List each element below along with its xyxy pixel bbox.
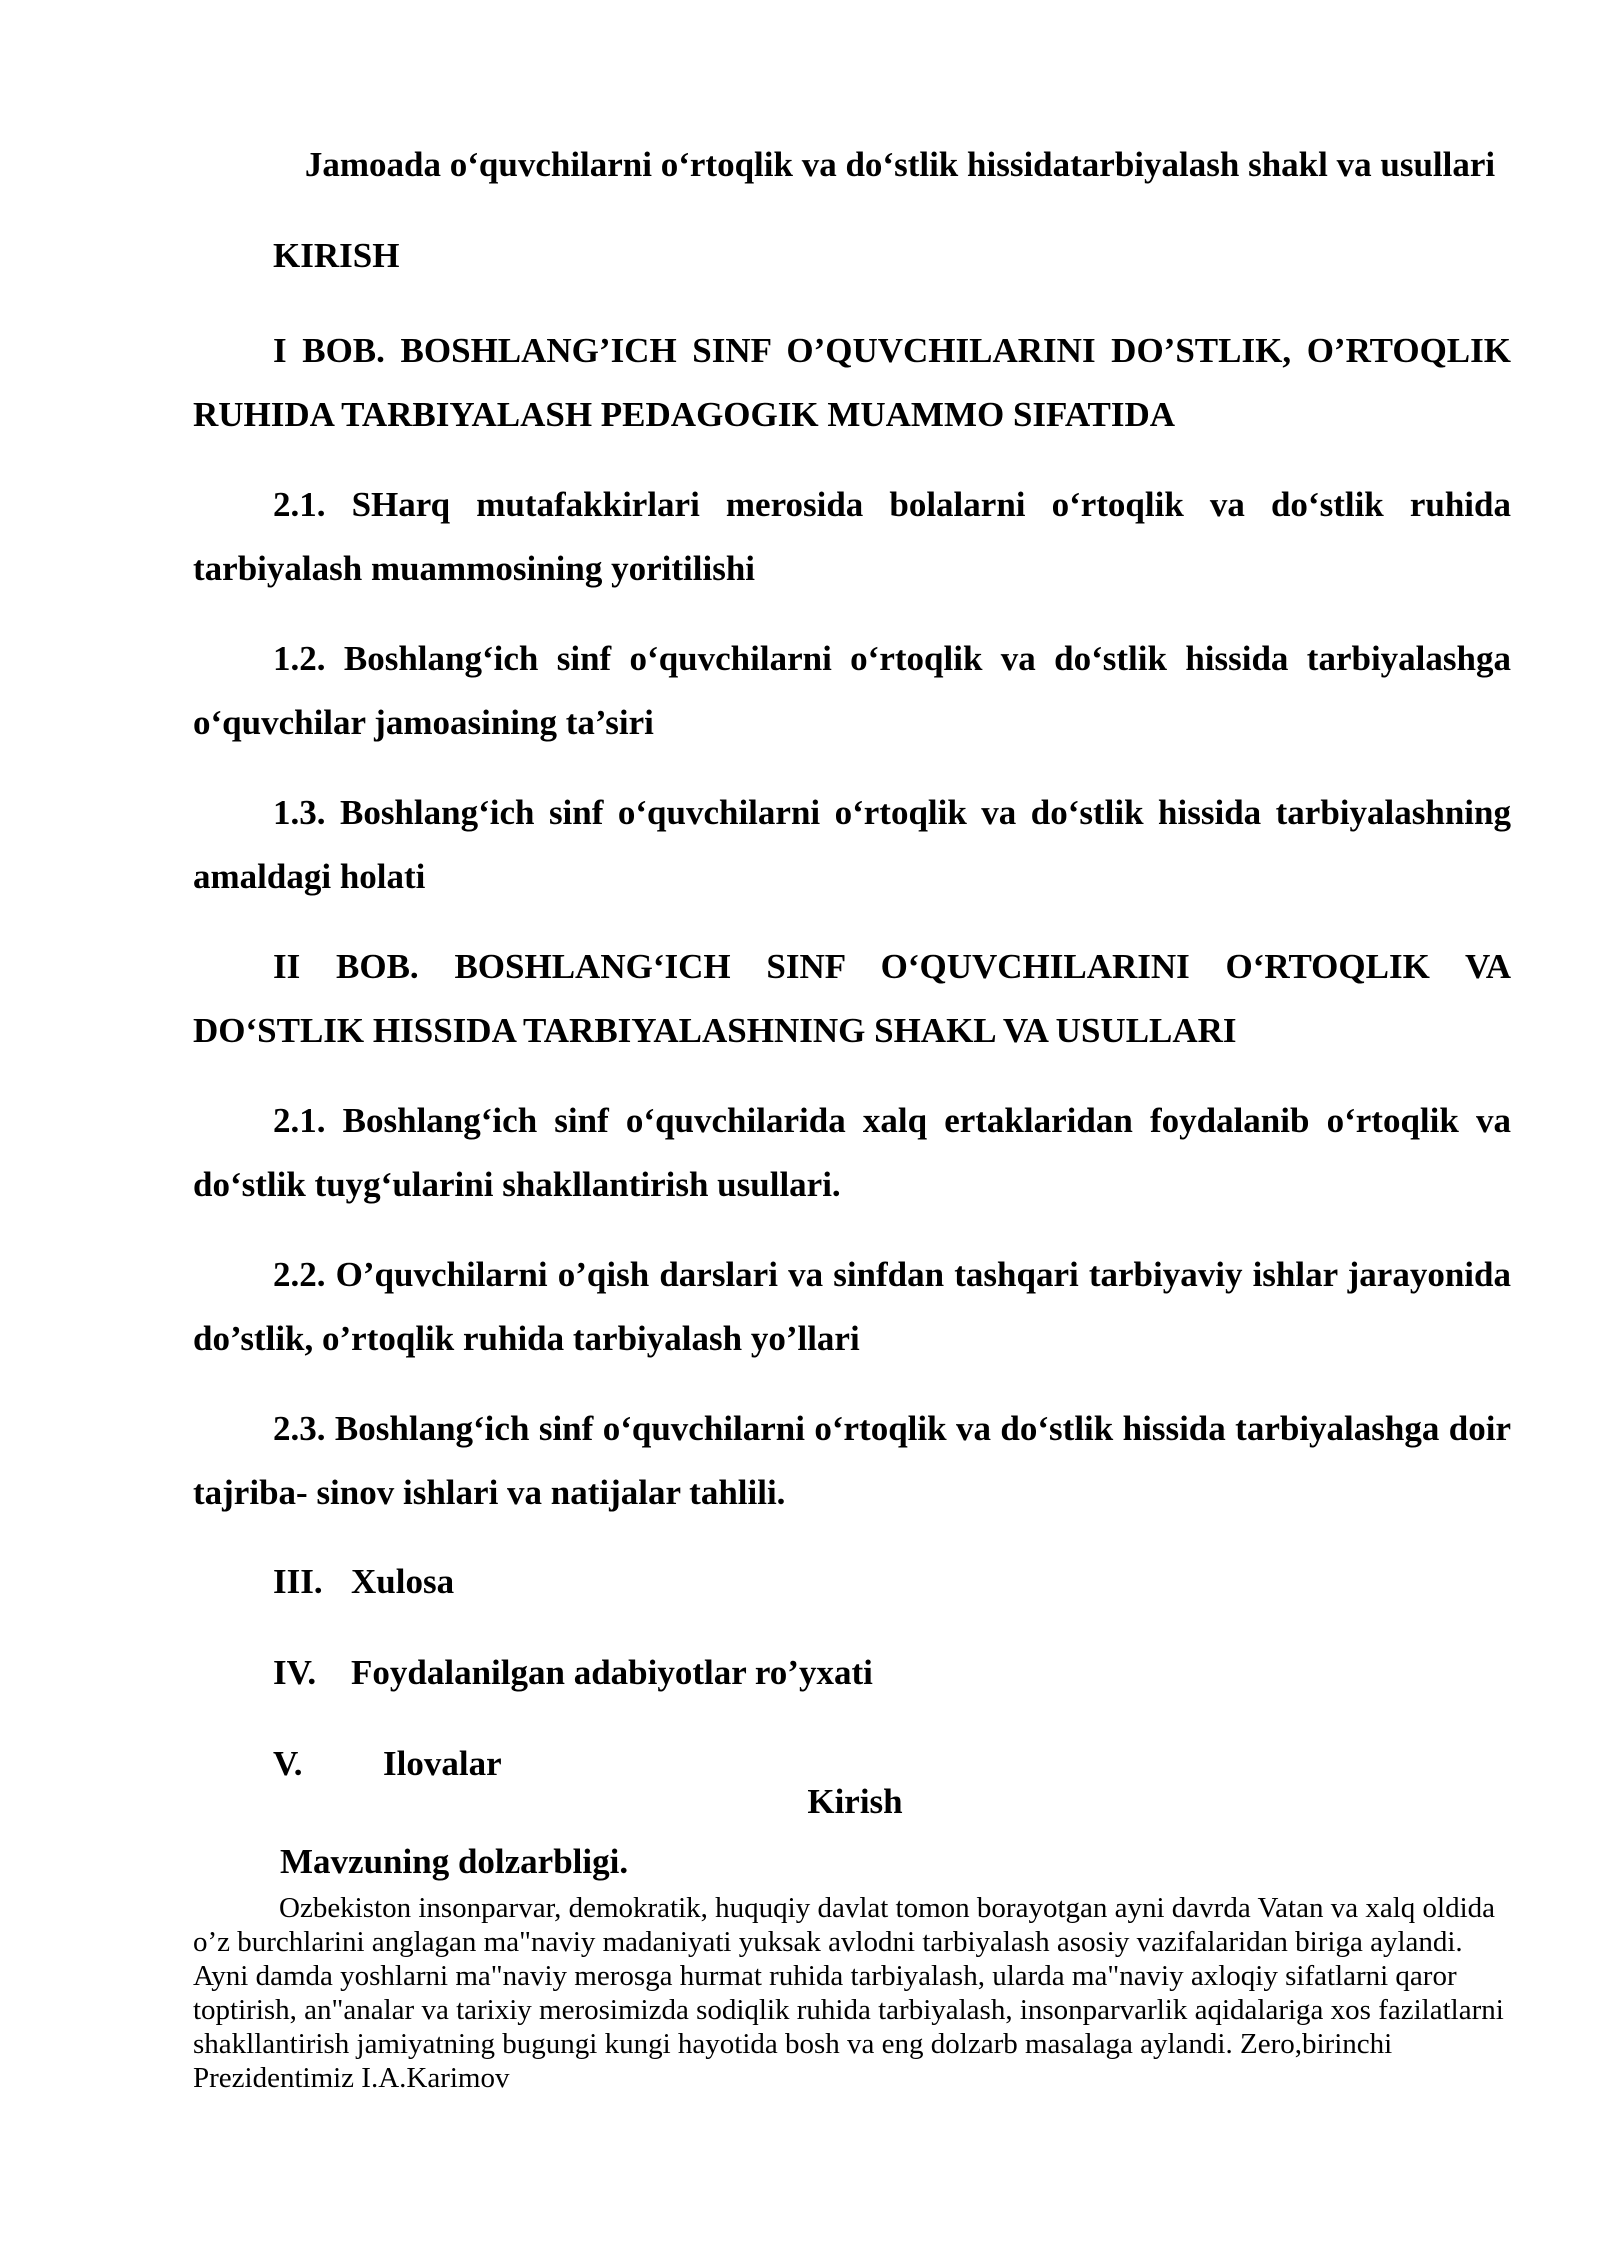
toc-kirish-heading: KIRISH xyxy=(273,236,400,275)
toc-number: IV. xyxy=(273,1653,317,1692)
toc-item-1-1: 2.1. SHarq mutafakkirlari merosida bolalarni o‘rtoqlik va do‘stlik ruhida tarbiyalash muammosining yoritilishi xyxy=(193,485,1511,588)
document-title: Jamoada o‘quvchilarni o‘rtoqlik va do‘stlik hissidatarbiyalash shakl va usullari xyxy=(304,145,1496,184)
toc-item-2-2: 2.2. O’quvchilarni o’qish darslari va sinfdan tashqari tarbiyaviy ishlar jarayonida do’stlik, o’rtoqlik ruhida tarbiyalash yo’llari xyxy=(193,1255,1511,1358)
body-paragraph: Ozbekiston insonparvar, demokratik, huquqiy davlat tomon borayotgan ayni davrda Vatan va xalq oldida o’z burchlarini anglagan ma"naviy madaniyati yuksak avlodni tarbiyalash asosiy vazifalaridan biriga aylandi. Ayni damda yoshlarni ma"naviy merosga hurmat ruhida tarbiyalash, ularda ma"naviy axloqiy sifatlarni qaror toptirish, an"analar va tarixiy merosimizda sodiqlik ruhida tarbiyalash, insonparvarlik aqidalariga xos fazilatlarni shakllantirish jamiyatning bugungi kungi hayotida bosh va eng dolzarb masalaga aylandi. Zero,birinchi Prezidentimiz I.A.Karimov xyxy=(193,1892,1504,2094)
section-subheading: Mavzuning dolzarbligi. xyxy=(280,1842,629,1881)
toc-chapter-2: II BOB. BOSHLANG‘ICH SINF O‘QUVCHILARINI O‘RTOQLIK VA DO‘STLIK HISSIDA TARBIYALASHNING SHAKL VA USULLARI xyxy=(193,947,1511,1050)
section-title: Kirish xyxy=(807,1782,903,1821)
toc-label: Xulosa xyxy=(351,1562,455,1601)
toc-number: V. xyxy=(273,1744,303,1783)
toc-label: Ilovalar xyxy=(383,1744,502,1783)
toc-item-2-1: 2.1. Boshlang‘ich sinf o‘quvchilarida xalq ertaklaridan foydalanib o‘rtoqlik va do‘stlik tuyg‘ularini shakllantirish usullari. xyxy=(193,1101,1511,1204)
toc-item-1-3: 1.3. Boshlang‘ich sinf o‘quvchilarni o‘rtoqlik va do‘stlik hissida tarbiyalashning amaldagi holati xyxy=(193,793,1511,896)
toc-item-1-2: 1.2. Boshlang‘ich sinf o‘quvchilarni o‘rtoqlik va do‘stlik hissida tarbiyalashga o‘quvchilar jamoasining ta’siri xyxy=(193,639,1511,742)
toc-item-appendix xyxy=(273,1744,502,1784)
toc-chapter-1: I BOB. BOSHLANG’ICH SINF O’QUVCHILARINI DO’STLIK, O’RTOQLIK RUHIDA TARBIYALASH PEDAGOGIK MUAMMO SIFATIDA xyxy=(193,331,1511,434)
toc-item-conclusion xyxy=(273,1562,454,1602)
toc-label: Foydalanilgan adabiyotlar ro’yxati xyxy=(351,1653,873,1692)
toc-item-references xyxy=(273,1653,873,1693)
toc-number: III. xyxy=(273,1562,323,1601)
toc-item-2-3: 2.3. Boshlang‘ich sinf o‘quvchilarni o‘rtoqlik va do‘stlik hissida tarbiyalashga doir tajriba- sinov ishlari va natijalar tahlili. xyxy=(193,1409,1511,1512)
